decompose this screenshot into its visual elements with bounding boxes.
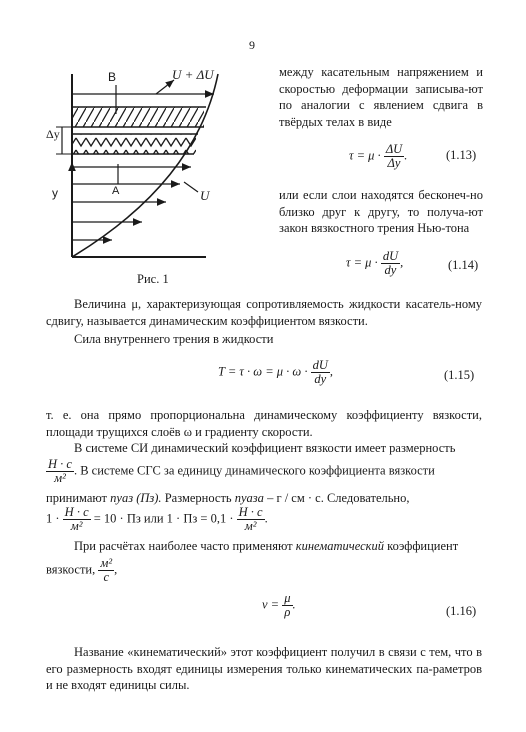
formula-1-16: ν = $\frac{\mu}{\rho}$ .	[262, 591, 296, 619]
kin-line: При расчётах наиболее часто применяют кинематический коэффициент	[74, 539, 459, 553]
label-a: A	[112, 185, 120, 197]
label-y: y	[52, 186, 58, 200]
page-number: 9	[249, 38, 255, 52]
u-pointer	[184, 182, 198, 192]
upper-layer	[72, 107, 204, 127]
para-mu: Величина μ, характеризующая сопротивляемость жидкости касатель-ному сдвигу, называется динамическим коэффициентом вязкости.	[46, 297, 482, 328]
figure-caption: Рис. 1	[137, 272, 169, 286]
label-top-velocity: U + ΔU	[172, 67, 214, 82]
lower-layer	[72, 134, 196, 154]
top-velocity-pointer	[156, 80, 174, 94]
right-para-1: между касательным напряжением и скоростью деформации записыва-ют по аналогии с явлением сдвига в твёрдых телах в виде	[279, 65, 483, 129]
eqnum-1-14: (1.14)	[448, 258, 479, 272]
label-dy: Δy	[46, 127, 60, 141]
kin-line-2: вязкости, $\frac{\text{м²}}{с}$ ,	[46, 556, 118, 584]
right-para-2: или если слои находятся бесконеч-но близко друг к другу, то получа-ют закон вязкостного трения Нью-тона	[279, 188, 483, 236]
conversion-line: 1 · $\frac{Н \cdot с}{\text{м²}}$ = 10 · Пз или 1 · Пз = 0,1 · $\frac{Н \cdot с}{\text{м²}}$ .	[46, 505, 268, 533]
eqnum-1-16: (1.16)	[446, 604, 477, 618]
eqnum-1-15: (1.15)	[444, 368, 475, 382]
velocity-profile-figure	[46, 52, 260, 292]
si-line-3: принимают пуаз (Пз). Размерность пуаза – г / см · с. Следовательно,	[46, 491, 410, 505]
para-prop: т. е. она прямо пропорциональна динамическому коэффициенту вязкости, площади трущихся слоёв ω и градиенту скорости.	[46, 408, 482, 439]
formula-1-15: T = τ · ω = μ · ω · $\frac{dU}{dy}$ ,	[218, 358, 334, 386]
para-name: Название «кинематический» этот коэффициент получил в связи с тем, что в его размерность входят единицы измерения только кинематических па-раметров и не входят единицы силы.	[46, 645, 482, 693]
label-u: U	[200, 188, 210, 203]
para-si: В системе СИ динамический коэффициент вязкости имеет размерность	[74, 441, 456, 455]
si-line-2: $\frac{Н \cdot с}{\text{м²}}$ . В системе СГС за единицу динамического коэффициента вязкости	[48, 457, 435, 485]
para-force: Сила внутреннего трения в жидкости	[74, 332, 274, 346]
formula-1-13: τ = μ · $\frac{\Delta U}{\Delta y}$ .	[349, 142, 408, 170]
velocity-profile-curve	[72, 74, 218, 257]
label-b: B	[108, 70, 117, 84]
formula-1-14: τ = μ · $\frac{dU}{dy}$ ,	[346, 249, 404, 277]
eqnum-1-13: (1.13)	[446, 148, 477, 162]
